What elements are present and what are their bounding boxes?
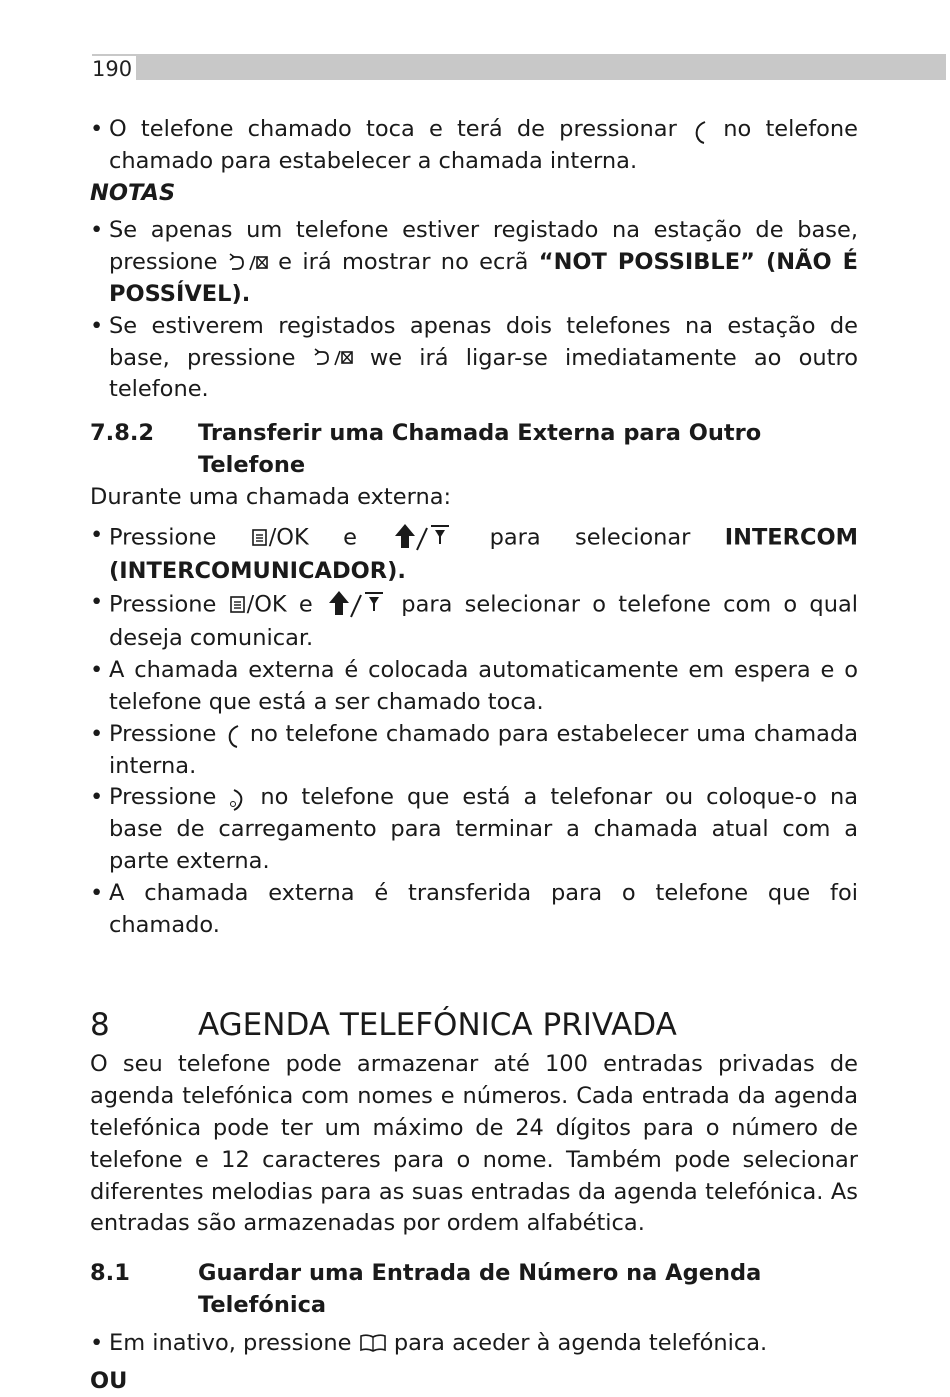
section-heading: 7.8.2 Transferir uma Chamada Externa para Outro Telefone bbox=[90, 418, 858, 482]
section-intro: Durante uma chamada externa: bbox=[90, 482, 858, 514]
list-item: • A chamada externa é transferida para o telefone que foi chamado. bbox=[90, 878, 858, 942]
page-header-bar bbox=[92, 54, 946, 80]
notes-heading: NOTAS bbox=[90, 178, 858, 210]
page-number: 190 bbox=[92, 56, 136, 80]
list-item: • Pressione /OK e para selecionar INTERCOM (INTERCOMUNICADOR). bbox=[90, 520, 858, 588]
section-heading: 8.1 Guardar uma Entrada de Número na Agenda Telefónica bbox=[90, 1258, 858, 1322]
list-item: • Se estiverem registados apenas dois telefones na estação de base, pressione we irá ligar-se imediatamente ao outro telefone. bbox=[90, 311, 858, 406]
or-label: OU bbox=[90, 1366, 858, 1397]
up-down-arrows-icon bbox=[325, 587, 389, 623]
list-item: • Se apenas um telefone estiver registado na estação de base, pressione e irá mostrar no ecrã “NOT POSSIBLE” (NÃO É POSSÍVEL). bbox=[90, 215, 858, 310]
end-call-key-icon bbox=[229, 784, 247, 812]
page-content bbox=[90, 114, 858, 1397]
phonebook-icon bbox=[359, 1333, 387, 1353]
talk-key-icon bbox=[224, 720, 242, 748]
list-item: • Pressione no telefone que está a telefonar ou coloque-o na base de carregamento para terminar a chamada atual com a parte externa. bbox=[90, 782, 858, 877]
chapter-paragraph: O seu telefone pode armazenar até 100 entradas privadas de agenda telefónica com nomes e números. Cada entrada da agenda telefónica pode ter um máximo de 24 dígitos para o número de telefone e 12 caracteres para o nome. Também pode selecionar diferentes melodias para as suas entradas da agenda telefónica. As entradas são armazenadas por ordem alfabética. bbox=[90, 1049, 858, 1240]
list-item: • Pressione no telefone chamado para estabelecer uma chamada interna. bbox=[90, 719, 858, 783]
list-item: • A chamada externa é colocada automaticamente em espera e o telefone que está a ser chamado toca. bbox=[90, 655, 858, 719]
talk-key-icon bbox=[691, 116, 709, 144]
chapter-heading: 8 AGENDA TELEFÓNICA PRIVADA bbox=[90, 1005, 858, 1045]
back-mute-key-icon bbox=[313, 348, 353, 368]
menu-key-icon bbox=[251, 528, 269, 548]
menu-key-icon bbox=[229, 595, 247, 615]
list-item: • Pressione /OK e para selecionar o telefone com o qual deseja comunicar. bbox=[90, 587, 858, 655]
up-down-arrows-icon bbox=[391, 520, 455, 556]
back-mute-key-icon bbox=[228, 253, 268, 273]
list-item: • Em inativo, pressione para aceder à agenda telefónica. bbox=[90, 1328, 858, 1360]
list-item: • O telefone chamado toca e terá de pressionar no telefone chamado para estabelecer a chamada interna. bbox=[90, 114, 858, 178]
